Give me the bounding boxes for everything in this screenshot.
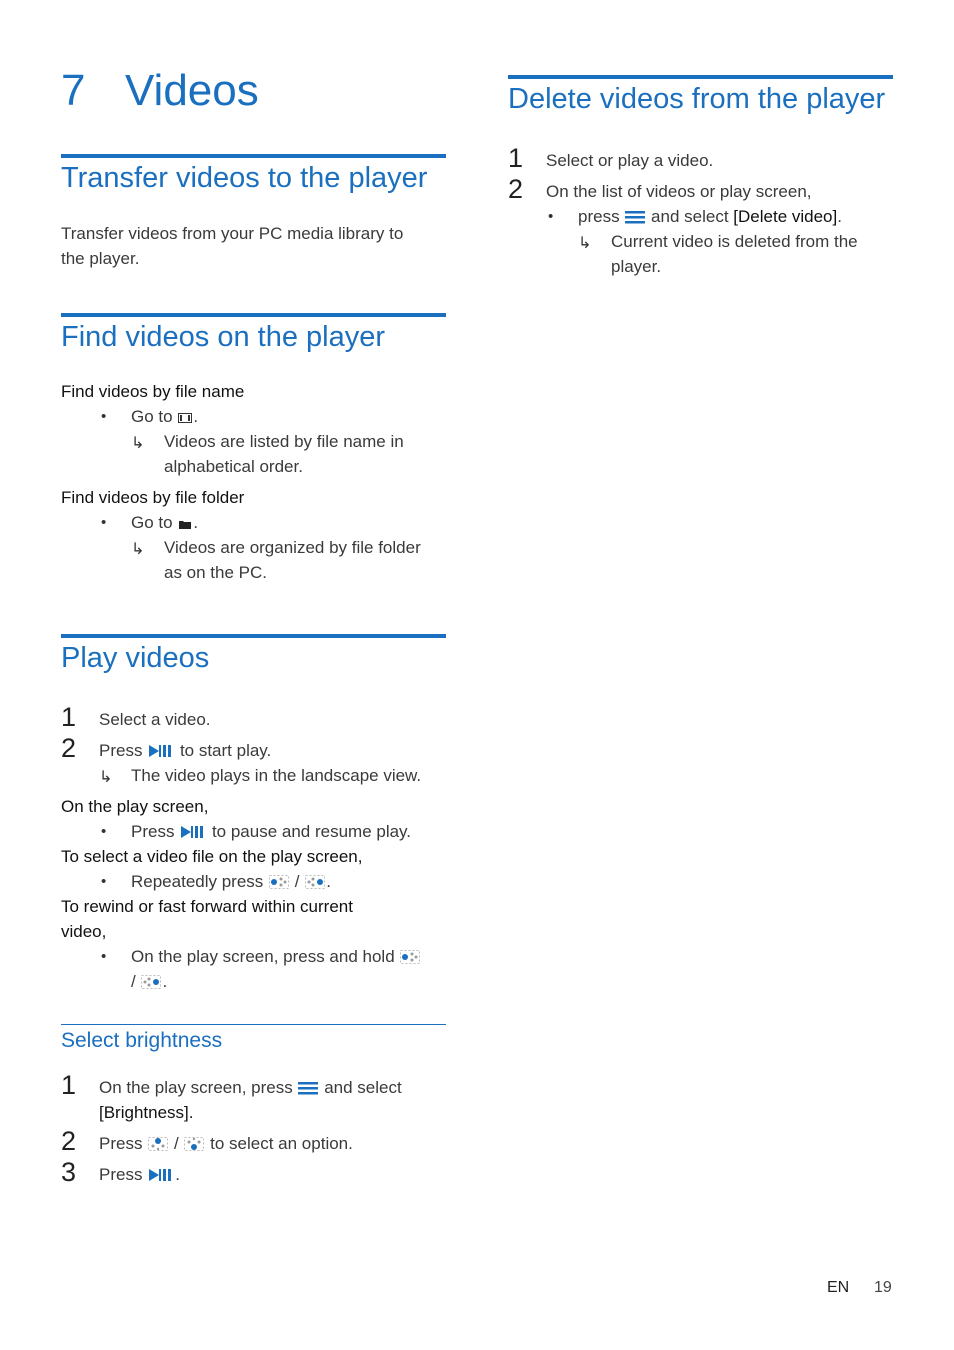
- footer-language: EN: [827, 1279, 850, 1296]
- step-number: 1: [61, 702, 77, 732]
- delete-option-label: [Delete video]: [733, 207, 838, 226]
- brightness-option-label: [Brightness]: [99, 1103, 189, 1122]
- hold-instruction-cont: / .: [131, 969, 167, 996]
- up-icon: [148, 1133, 168, 1158]
- bullet: •: [101, 823, 107, 840]
- step-number: 2: [61, 1126, 77, 1156]
- bullet: •: [101, 514, 107, 531]
- play-step2-prefix: Press: [99, 741, 143, 760]
- find-heading: Find videos on the player: [61, 321, 386, 353]
- slash: /: [131, 972, 136, 991]
- play-step2-suffix: to start play.: [179, 741, 272, 760]
- bullet: •: [101, 873, 107, 890]
- section-rule: [61, 313, 446, 317]
- delete-bullet-prefix: press: [578, 207, 620, 226]
- repeatedly-press-instruction: Repeatedly press / .: [131, 869, 331, 896]
- pause-prefix: Press: [131, 822, 175, 841]
- step-number: 2: [61, 733, 77, 763]
- delete-bullet: press and select [Delete video].: [578, 204, 842, 231]
- delete-heading: Delete videos from the player: [508, 83, 886, 115]
- play-pause-icon: [148, 740, 174, 765]
- brightness-step1-prefix: On the play screen, press: [99, 1078, 293, 1097]
- goto-label: Go to: [131, 513, 173, 532]
- brightness-heading: Select brightness: [61, 1029, 223, 1052]
- section-rule: [508, 75, 893, 79]
- bullet: •: [101, 408, 107, 425]
- brightness-step1: [99, 1075, 402, 1102]
- down-icon: [184, 1133, 204, 1158]
- bullet: •: [101, 948, 107, 965]
- next-icon: [305, 871, 325, 896]
- on-play-screen-label: On the play screen,: [61, 797, 209, 816]
- play-step2: [99, 738, 271, 765]
- section-rule: [61, 154, 446, 158]
- previous-icon: [269, 871, 289, 896]
- folder-icon: [178, 512, 192, 537]
- transfer-text-line1: Transfer videos from your PC media library to: [61, 224, 404, 243]
- brightness-step2: [99, 1131, 353, 1158]
- transfer-heading: Transfer videos to the player: [61, 162, 428, 194]
- find-by-name-result-line2: alphabetical order.: [164, 457, 303, 476]
- goto-label: Go to: [131, 407, 173, 426]
- select-file-label: To select a video file on the play screen,: [61, 847, 363, 866]
- brightness-step3-prefix: Press: [99, 1165, 143, 1184]
- rewind-label-line2: video,: [61, 922, 107, 941]
- find-by-name-title: Find videos by file name: [61, 382, 245, 401]
- previous-icon: [400, 946, 420, 971]
- brightness-step1-suffix: and select: [324, 1078, 402, 1097]
- brightness-step3: Press .: [99, 1162, 180, 1189]
- play-step2-result: The video plays in the landscape view.: [131, 766, 422, 785]
- step-number: 2: [508, 174, 524, 204]
- result-arrow-icon: ↳: [578, 235, 592, 252]
- menu-icon: [625, 206, 645, 231]
- rewind-label-line1: To rewind or fast forward within current: [61, 897, 353, 916]
- next-icon: [141, 971, 161, 996]
- delete-step2: On the list of videos or play screen,: [546, 182, 812, 201]
- delete-result-line1: Current video is deleted from the: [611, 232, 858, 251]
- hold-prefix: On the play screen, press and hold: [131, 947, 395, 966]
- brightness-step2-prefix: Press: [99, 1134, 143, 1153]
- chapter-number: 7: [61, 66, 86, 115]
- find-by-folder-result-line2: as on the PC.: [164, 563, 268, 582]
- find-by-folder-goto: Go to .: [131, 510, 198, 537]
- play-pause-icon: [180, 821, 206, 846]
- section-rule: [61, 634, 446, 638]
- play-pause-icon: [148, 1164, 174, 1189]
- find-by-name-result-line1: Videos are listed by file name in: [164, 432, 404, 451]
- brightness-option: [Brightness].: [99, 1103, 194, 1122]
- page-number: 19: [874, 1279, 892, 1296]
- play-heading: Play videos: [61, 642, 210, 674]
- pause-suffix: to pause and resume play.: [211, 822, 412, 841]
- repeatedly-prefix: Repeatedly press: [131, 872, 264, 891]
- chapter-name: Videos: [125, 66, 259, 115]
- section-rule: [61, 1024, 446, 1025]
- slash: /: [294, 872, 300, 891]
- slash: /: [173, 1134, 179, 1153]
- step-number: 1: [508, 143, 524, 173]
- result-arrow-icon: ↳: [131, 435, 145, 452]
- delete-step1: Select or play a video.: [546, 151, 714, 170]
- chapter-title: [61, 66, 259, 116]
- delete-bullet-mid: and select: [651, 207, 729, 226]
- menu-icon: [298, 1077, 318, 1102]
- transfer-text-line2: the player.: [61, 249, 140, 268]
- find-by-name-goto: Go to .: [131, 404, 198, 431]
- find-by-folder-title: Find videos by file folder: [61, 488, 245, 507]
- result-arrow-icon: ↳: [99, 769, 113, 786]
- find-by-folder-result-line1: Videos are organized by file folder: [164, 538, 421, 557]
- brightness-step2-suffix: to select an option.: [210, 1134, 353, 1153]
- hold-instruction: [131, 944, 421, 971]
- step-number: 3: [61, 1157, 77, 1187]
- bullet: •: [548, 208, 554, 225]
- play-step1: Select a video.: [99, 710, 211, 729]
- pause-instruction: [131, 819, 411, 846]
- result-arrow-icon: ↳: [131, 541, 145, 558]
- step-number: 1: [61, 1070, 77, 1100]
- delete-result-line2: player.: [611, 257, 662, 276]
- film-icon: [178, 406, 192, 431]
